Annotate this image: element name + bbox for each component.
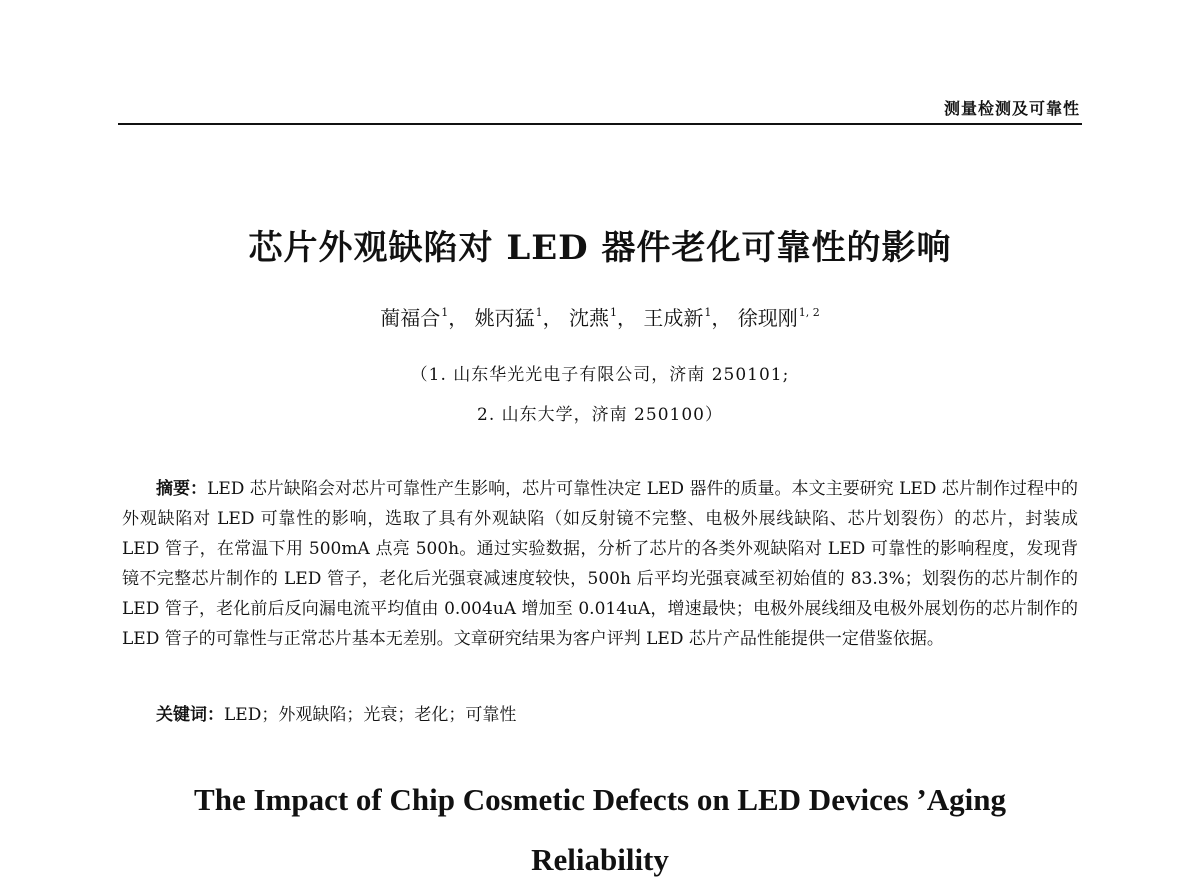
abstract: [122, 474, 1078, 654]
author-separator: ，: [448, 306, 469, 330]
author-affiliation-mark: 1, 2: [798, 306, 820, 319]
author-affiliation-mark: 1: [441, 306, 449, 319]
author-separator: ，: [617, 306, 637, 330]
abstract-label: 摘要：: [156, 479, 208, 499]
abstract-text: LED 芯片缺陷会对芯片可靠性产生影响，芯片可靠性决定 LED 器件的质量。本文主要研究 LED 芯片制作过程中的外观缺陷对 LED 可靠性的影响，选取了具有外观缺陷（如反射镜不完整、电极外展线缺陷、芯片划裂伤）的芯片，封装成 LED 管子，在常温下用 500mA 点亮 500h。通过实验数据，分析了芯片的各类外观缺陷对 LED 可靠性的影响程度，发现背镜不完整芯片制作的 LED 管子，老化后光强衰减速度较快，500h 后平均光强衰减至初始值的 83.3%；划裂伤的芯片制作的 LED 管子，老化前后反向漏电流平均值由 0.004uA 增加至 0.014uA，增速最快；电极外展线细及电极外展划伤的芯片制作的 LED 管子的可靠性与正常芯片基本无差别。文章研究结果为客户评判 LED 芯片产品性能提供一定借鉴依据。: [122, 479, 1078, 649]
keywords-label: 关键词：: [156, 705, 224, 725]
author-separator: ，: [542, 306, 563, 330]
author-name: 徐现刚: [737, 306, 798, 330]
author-affiliation-mark: 1: [535, 306, 543, 319]
author-name: 王成新: [643, 306, 704, 330]
paper-title-en-line-1: The Impact of Chip Cosmetic Defects on LED Devices ’Aging: [194, 782, 1006, 817]
author-separator: ，: [711, 306, 732, 330]
keywords-text: LED；外观缺陷；光衰；老化；可靠性: [224, 705, 517, 725]
author-name: 蔺福合: [380, 306, 441, 330]
author-name: 姚丙猛: [474, 306, 535, 330]
paper-title-en-line-2: Reliability: [531, 842, 669, 877]
paper-title-en: [0, 770, 1200, 890]
author-affiliation-mark: 1: [704, 306, 712, 319]
paper-title-cn: 芯片外观缺陷对 LED 器件老化可靠性的影响: [248, 228, 952, 268]
author-affiliation-mark: 1: [610, 306, 617, 319]
author-name: 沈燕: [569, 306, 609, 330]
keywords: [122, 700, 1078, 725]
author-list: [0, 302, 1200, 331]
section-label: 测量检测及可靠性: [943, 99, 1080, 118]
affiliation-line-2: 2. 山东大学，济南 250100）: [477, 405, 723, 425]
header-rule: [118, 123, 1082, 125]
affiliation-line-1: （1. 山东华光光电子有限公司，济南 250101;: [410, 365, 790, 385]
